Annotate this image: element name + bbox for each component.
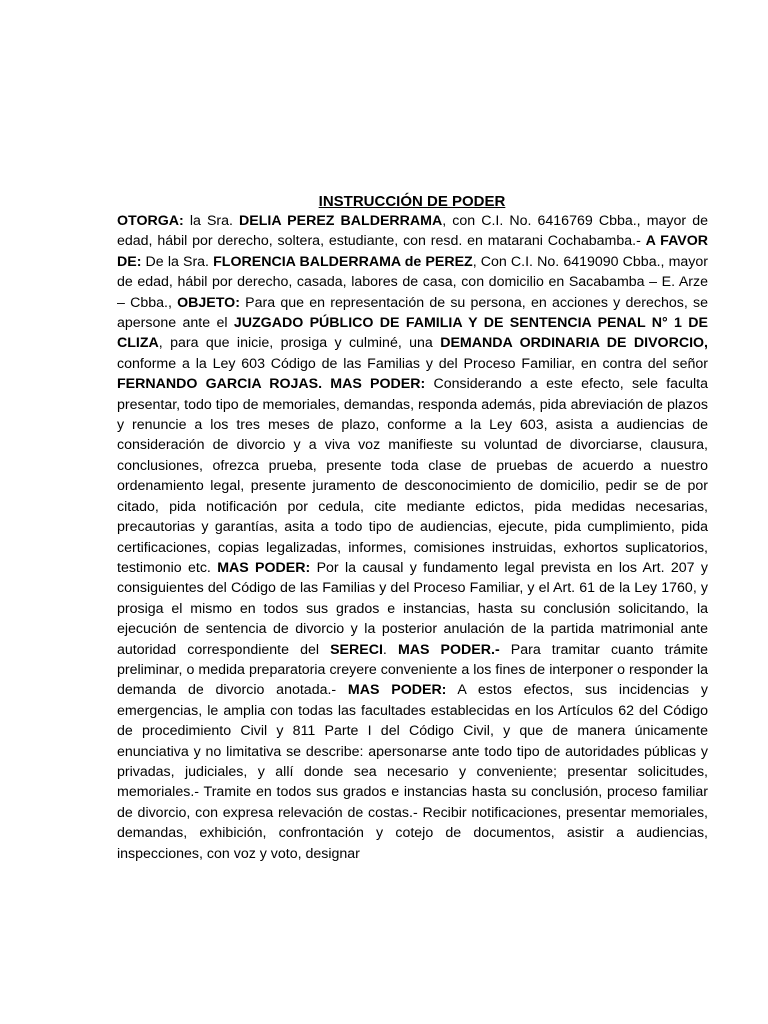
bold-text-segment: MAS PODER: [347,682,447,699]
text-segment: , Con C.I. No. 6419090 Cbba., mayor de edad, hábil por derecho, casada, labores de casa, con domicilio en Sacabamba – E. Arze – Cbba., [117,253,709,311]
bold-text-segment: FERNANDO GARCIA ROJAS. MAS PODER: [117,376,426,393]
bold-text-segment: MAS PODER.- [397,641,500,658]
bold-text-segment: MAS PODER: [217,559,311,576]
bold-text-segment: OBJETO: [177,294,240,311]
text-segment: Para que en representación de su persona, en acciones y derechos, se apersone ante el [117,294,708,332]
text-segment: la Sra. [183,213,240,229]
text-segment: Por la causal y fundamento legal prevista en los Art. 207 y consiguientes del Código de las Familias y del Proceso Familiar, y el Art. 61 de la Ley 1760, y prosiga el mismo en todos sus grados e instancias, hasta su conclusión solicitando, la ejecución de sentencia de divorcio y la posterior anulación de la partida matrimonial ante autoridad correspondiente del [117,559,708,658]
text-segment: Para tramitar cuanto trámite preliminar, o medida preparatoria creyere conveniente a los fines de interponer o responder la demanda de divorcio anotada.- [117,641,708,699]
text-segment: A estos efectos, sus incidencias y emergencias, le amplia con todas las facultades establecidas en los Artículos 62 del Código de procedimiento Civil y 811 Parte I del Código Civil, y que de manera únicamente enunciativa y no limitativa se describe: apersonarse ante todo tipo de autoridades públicas y privadas, judiciales, y allí donde sea necesario y conveniente; presentar solicitudes, memoriales.- Tramite en todos sus grados e instancias hasta su conclusión, proceso familiar de divorcio, con expresa relevación de costas.- Recibir notificaciones, presentar memoriales, demandas, exhibición, confrontación y cotejo de documentos, asistir a audiencias, inspecciones, con voz y voto, designar [117,682,708,862]
bold-text-segment: JUZGADO PÚBLICO DE FAMILIA Y DE SENTENCIA PENAL N° 1 DE CLIZA [117,315,708,352]
bold-text-segment: A FAVOR DE: [117,233,709,270]
text-segment: . [382,641,398,658]
document-title: INSTRUCCIÓN DE PODER [318,193,506,210]
bold-text-segment: DELIA PEREZ BALDERRAMA [239,213,443,229]
text-segment: De la Sra. [141,253,214,270]
text-segment: , para que inicie, prosiga y culminé, una [158,335,441,352]
text-segment: Considerando a este efecto, sele faculta presentar, todo tipo de memoriales, demandas, responda además, pida abreviación de plazos y renuncie a los tres meses de plazo, conforme a la Ley 603, asista a audiencias de consideración de divorcio y a viva voz manifieste su voluntad de divorciarse, clausura, conclusiones, ofrezca prueba, presente toda clase de pruebas de acuerdo a nuestro ordenamiento legal, presente juramento de desconocimiento de domicilio, pedir se de por citado, pida notificación por cedula, cite mediante edictos, pida medidas necesarias, precautorias y garantías, asita a todo tipo de audiencias, ejecute, pida cumplimiento, pida certificaciones, copias legalizadas, informes, comisiones instruidas, exhortos suplicatorios, testimonio etc. [117,376,708,576]
text-segment: , con C.I. No. 6416769 Cbba., mayor de edad, hábil por derecho, soltera, estudiante, con resd. en matarani Cochabamba.- [117,213,708,250]
text-segment: conforme a la Ley 603 Código de las Familias y del Proceso Familiar, en contra del señor [117,355,708,372]
bold-text-segment: DEMANDA ORDINARIA DE DIVORCIO, [440,335,708,352]
document-body [117,211,708,864]
bold-text-segment: FLORENCIA BALDERRAMA de PEREZ [213,253,473,270]
bold-text-segment: OTORGA: [117,213,184,229]
bold-text-segment: SERECI [330,641,383,658]
